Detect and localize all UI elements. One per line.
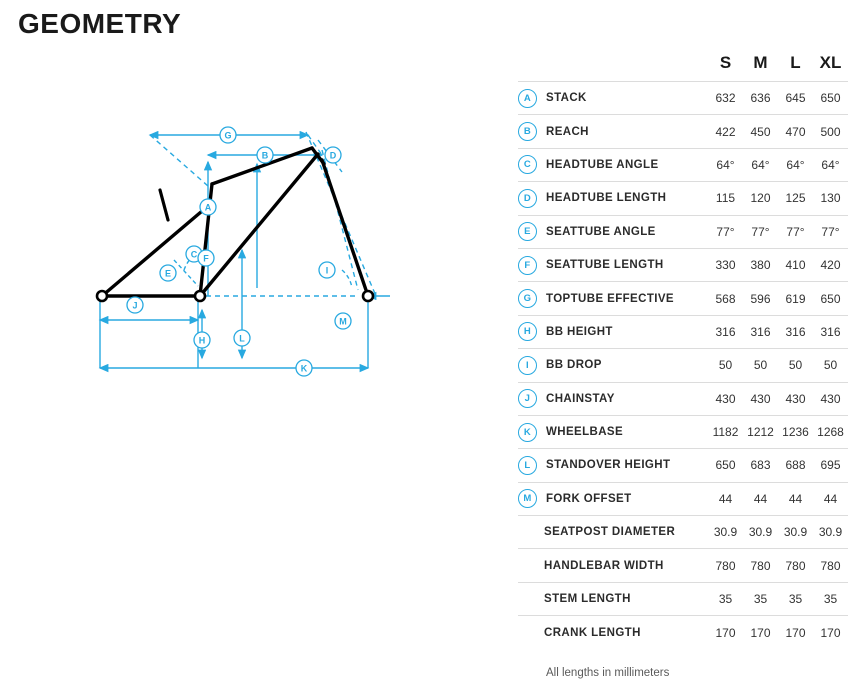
table-row [518, 549, 848, 582]
row-value-cell: 30.9 [778, 516, 813, 549]
row-label-cell [518, 349, 708, 382]
row-value-cell: 44 [813, 482, 848, 515]
row-label-cell [518, 315, 708, 348]
row-label: REACH [546, 125, 589, 138]
row-value-cell: 619 [778, 282, 813, 315]
row-label-cell [518, 482, 708, 515]
header-size-s: S [719, 53, 732, 72]
row-label-cell [518, 516, 708, 549]
row-badge [518, 591, 535, 608]
diagram-label-F-text: F [203, 253, 209, 264]
row-value-cell: 50 [778, 349, 813, 382]
diagram-label-L-text: L [239, 333, 245, 344]
row-label: FORK OFFSET [546, 492, 632, 505]
row-value-cell: 650 [813, 282, 848, 315]
table-row [518, 582, 848, 615]
row-value-cell: 1182 [708, 415, 743, 448]
row-value-cell: 1212 [743, 415, 778, 448]
row-badge [518, 624, 535, 641]
row-badge: A [518, 89, 537, 108]
row-label: HEADTUBE ANGLE [546, 158, 659, 171]
row-value-cell: 64° [743, 148, 778, 181]
diagram-label-D-text: D [329, 150, 337, 161]
row-value-cell: 50 [743, 349, 778, 382]
table-row [518, 282, 848, 315]
row-value-cell: 632 [708, 82, 743, 115]
row-label: SEATTUBE ANGLE [546, 225, 656, 238]
row-badge: I [518, 356, 537, 375]
row-value-cell: 688 [778, 449, 813, 482]
row-label-cell [518, 82, 708, 115]
row-badge: E [518, 222, 537, 241]
header-size-xl: XL [819, 53, 842, 72]
diagram-label-A-text: A [204, 202, 212, 213]
table-row [518, 415, 848, 448]
row-label: STEM LENGTH [544, 593, 631, 606]
row-label: BB DROP [546, 359, 602, 372]
row-value-cell: 1268 [813, 415, 848, 448]
row-value-cell: 64° [778, 148, 813, 181]
row-value-cell: 430 [708, 382, 743, 415]
row-value-cell: 30.9 [708, 516, 743, 549]
row-label: CRANK LENGTH [544, 626, 641, 639]
header-size-l: L [790, 53, 801, 72]
row-value-cell: 170 [813, 616, 848, 649]
row-value-cell: 77° [813, 215, 848, 248]
row-badge: H [518, 322, 537, 341]
table-row [518, 182, 848, 215]
row-value-cell: 115 [708, 182, 743, 215]
row-value-cell: 125 [778, 182, 813, 215]
diagram-label-B-text: B [261, 150, 269, 161]
table-row [518, 616, 848, 649]
row-badge: F [518, 256, 537, 275]
diagram-label-J-text: J [132, 300, 138, 311]
table-row [518, 349, 848, 382]
row-label: HEADTUBE LENGTH [546, 192, 667, 205]
geometry-table [518, 45, 848, 649]
row-value-cell: 50 [708, 349, 743, 382]
row-badge: L [518, 456, 537, 475]
row-label-cell [518, 549, 708, 582]
row-value-cell: 35 [778, 582, 813, 615]
header-size-m: M [753, 53, 768, 72]
row-label-cell [518, 582, 708, 615]
page-title: GEOMETRY [18, 8, 182, 39]
table-row [518, 516, 848, 549]
row-value-cell: 316 [743, 315, 778, 348]
header-blank [518, 45, 708, 82]
row-label-cell [518, 115, 708, 148]
row-value-cell: 77° [778, 215, 813, 248]
row-label-cell [518, 449, 708, 482]
row-value-cell: 780 [813, 549, 848, 582]
row-value-cell: 35 [708, 582, 743, 615]
row-value-cell: 170 [708, 616, 743, 649]
diagram-label-M-text: M [339, 316, 347, 327]
row-value-cell: 450 [743, 115, 778, 148]
row-value-cell: 430 [778, 382, 813, 415]
row-label-cell [518, 282, 708, 315]
table-row [518, 215, 848, 248]
row-value-cell: 645 [778, 82, 813, 115]
row-value-cell: 35 [743, 582, 778, 615]
row-value-cell: 430 [813, 382, 848, 415]
row-value-cell: 380 [743, 248, 778, 281]
row-value-cell: 500 [813, 115, 848, 148]
row-value-cell: 44 [708, 482, 743, 515]
row-value-cell: 170 [743, 616, 778, 649]
row-label-cell [518, 415, 708, 448]
row-value-cell: 650 [813, 82, 848, 115]
diagram-label-C-text: C [190, 249, 198, 260]
row-label: STANDOVER HEIGHT [546, 459, 671, 472]
row-value-cell: 77° [708, 215, 743, 248]
table-row [518, 315, 848, 348]
row-badge: B [518, 122, 537, 141]
row-badge [518, 557, 535, 574]
table-row [518, 482, 848, 515]
bike-geometry-diagram [90, 110, 470, 400]
row-label-cell [518, 248, 708, 281]
row-badge: J [518, 389, 537, 408]
row-label-cell [518, 215, 708, 248]
row-badge: K [518, 423, 537, 442]
table-body [518, 82, 848, 650]
row-value-cell: 470 [778, 115, 813, 148]
row-value-cell: 30.9 [743, 516, 778, 549]
table-footnote: All lengths in millimeters [546, 667, 670, 679]
row-value-cell: 330 [708, 248, 743, 281]
row-label: SEATTUBE LENGTH [546, 259, 664, 272]
diagram-label-E-text: E [164, 268, 172, 279]
row-label: SEATPOST DIAMETER [544, 526, 676, 539]
row-value-cell: 780 [743, 549, 778, 582]
row-value-cell: 316 [708, 315, 743, 348]
row-value-cell: 44 [743, 482, 778, 515]
row-value-cell: 410 [778, 248, 813, 281]
row-value-cell: 430 [743, 382, 778, 415]
row-label: BB HEIGHT [546, 325, 613, 338]
row-value-cell: 683 [743, 449, 778, 482]
diagram-label-H-text: H [198, 335, 206, 346]
row-label: STACK [546, 92, 587, 105]
row-value-cell: 650 [708, 449, 743, 482]
diagram-label-K-text: K [300, 363, 308, 374]
row-value-cell: 35 [813, 582, 848, 615]
row-badge: C [518, 155, 537, 174]
row-value-cell: 780 [778, 549, 813, 582]
row-value-cell: 695 [813, 449, 848, 482]
row-badge: G [518, 289, 537, 308]
row-value-cell: 420 [813, 248, 848, 281]
row-value-cell: 120 [743, 182, 778, 215]
row-value-cell: 170 [778, 616, 813, 649]
table-row [518, 115, 848, 148]
row-badge [518, 524, 535, 541]
row-value-cell: 44 [778, 482, 813, 515]
row-value-cell: 780 [708, 549, 743, 582]
row-value-cell: 636 [743, 82, 778, 115]
table-row [518, 148, 848, 181]
row-value-cell: 130 [813, 182, 848, 215]
row-label: CHAINSTAY [546, 392, 615, 405]
table-header-row [518, 45, 848, 82]
row-value-cell: 64° [708, 148, 743, 181]
row-label: WHEELBASE [546, 426, 624, 439]
row-value-cell: 316 [813, 315, 848, 348]
row-value-cell: 30.9 [813, 516, 848, 549]
row-value-cell: 1236 [778, 415, 813, 448]
row-value-cell: 568 [708, 282, 743, 315]
row-label-cell [518, 382, 708, 415]
row-value-cell: 64° [813, 148, 848, 181]
row-value-cell: 422 [708, 115, 743, 148]
row-label-cell [518, 616, 708, 649]
row-badge: M [518, 489, 537, 508]
row-value-cell: 77° [743, 215, 778, 248]
row-label: HANDLEBAR WIDTH [544, 559, 664, 572]
row-value-cell: 50 [813, 349, 848, 382]
row-label: TOPTUBE EFFECTIVE [546, 292, 674, 305]
table-row [518, 382, 848, 415]
row-label-cell [518, 148, 708, 181]
table-row [518, 248, 848, 281]
row-badge: D [518, 189, 537, 208]
row-value-cell: 596 [743, 282, 778, 315]
diagram-label-I-text: I [325, 265, 329, 276]
row-label-cell [518, 182, 708, 215]
diagram-label-G-text: G [224, 130, 232, 141]
table-row [518, 82, 848, 115]
row-value-cell: 316 [778, 315, 813, 348]
table-row [518, 449, 848, 482]
